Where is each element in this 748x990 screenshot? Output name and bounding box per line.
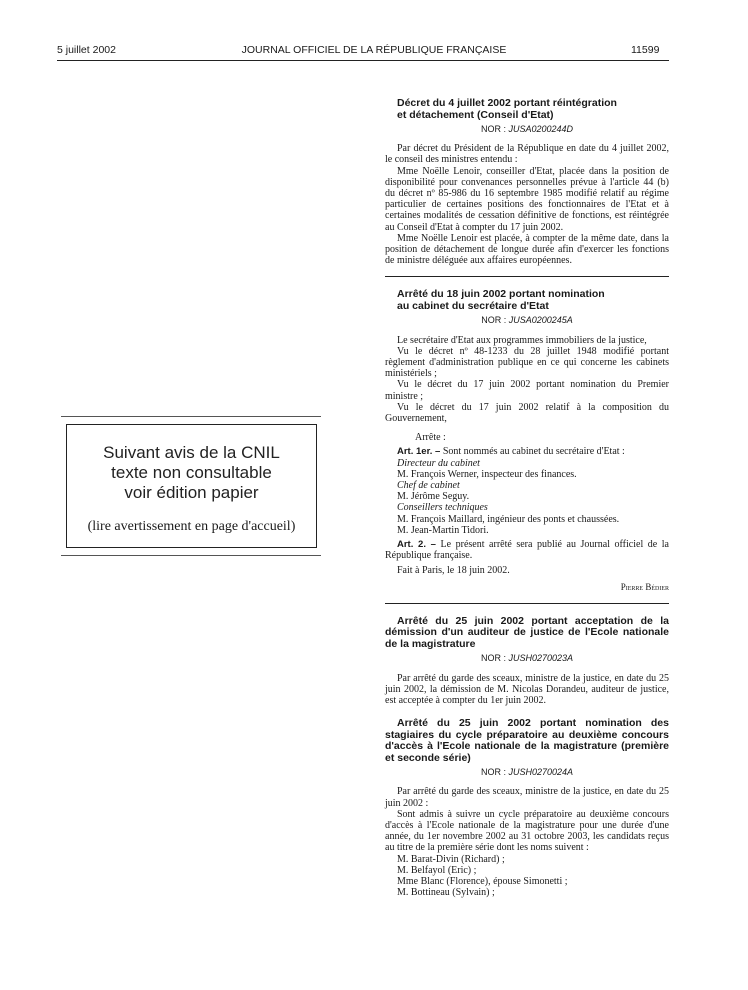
section1-para3: Mme Noëlle Lenoir est placée, à compter de la même date, dans la position de détachement de longue durée afin d'exercer les fonctions de ministre déléguée aux affaires européennes. bbox=[385, 232, 669, 267]
list-item: M. Barat-Divin (Richard) ; bbox=[397, 853, 505, 865]
section1-title-line2: et détachement (Conseil d'Etat) bbox=[397, 108, 554, 121]
article1-text: Sont nommés au cabinet du secrétaire d'Etat : bbox=[442, 446, 625, 458]
header-rule bbox=[57, 60, 669, 61]
header-date: 5 juillet 2002 bbox=[57, 44, 116, 56]
cnil-notice-line1: Suivant avis de la CNIL bbox=[103, 443, 280, 462]
section2-para3: Vu le décret du 17 juin 2002 portant nomination du Premier ministre ; bbox=[385, 379, 669, 402]
article2-text: Le présent arrêté sera publié au Journal officiel de la République française. bbox=[385, 539, 669, 562]
left-divider-top bbox=[61, 416, 321, 417]
header-page-number: 11599 bbox=[631, 44, 660, 56]
cnil-notice-link[interactable]: (lire avertissement en page d'accueil) bbox=[87, 519, 296, 534]
left-divider-bottom bbox=[61, 555, 321, 556]
section2-para1: Le secrétaire d'Etat aux programmes immobiliers de la justice, bbox=[397, 334, 647, 346]
section2-name4: M. Jean-Martin Tidori. bbox=[397, 524, 489, 536]
article1-label: Art. 1er. – bbox=[397, 446, 441, 458]
section2-heading-directeur: Directeur du cabinet bbox=[397, 457, 480, 469]
section4-title: Arrêté du 25 juin 2002 portant nomination des stagiaires du cycle préparatoire au deuxième concours d'accès à l'Ecole nationale de la magistrature (première et seconde série) bbox=[385, 717, 669, 764]
list-item: M. Belfayol (Eric) ; bbox=[397, 864, 477, 876]
section4-nor bbox=[385, 767, 669, 778]
nor-label: NOR : bbox=[481, 315, 507, 326]
section2-para2: Vu le décret nº 48-1233 du 28 juillet 1948 modifié portant règlement d'administration publique en ce qui concerne les cabinets ministériels ; bbox=[385, 345, 669, 380]
section1-para1: Par décret du Président de la République en date du 4 juillet 2002, le conseil des ministres entendu : bbox=[385, 143, 669, 166]
section2-arrete: Arrête : bbox=[415, 432, 446, 444]
section2-article1 bbox=[385, 446, 669, 457]
section3-title: Arrêté du 25 juin 2002 portant acceptation de la démission d'un auditeur de justice de l'Ecole nationale de la magistrature bbox=[385, 614, 669, 650]
section-separator bbox=[385, 276, 669, 277]
header-title: JOURNAL OFFICIEL DE LA RÉPUBLIQUE FRANÇAISE bbox=[241, 44, 507, 56]
section4-para2: Sont admis à suivre un cycle préparatoire au deuxième concours d'accès à l'Ecole nationale de la magistrature pour une durée d'une année, du 1er novembre 2002 au 31 octobre 2003, les candidats reçus au titre de la première série dont les noms suivent : bbox=[385, 808, 669, 854]
section2-fait: Fait à Paris, le 18 juin 2002. bbox=[397, 564, 510, 576]
section-arrete-cabinet bbox=[385, 289, 669, 592]
section2-para4: Vu le décret du 17 juin 2002 relatif à la composition du Gouvernement, bbox=[385, 401, 669, 425]
article2-label: Art. 2. – bbox=[397, 539, 436, 551]
section2-name1: M. François Werner, inspecteur des finances. bbox=[397, 468, 577, 480]
section2-nor bbox=[385, 315, 669, 326]
nor-code: JUSA0200244D bbox=[508, 124, 574, 134]
section4-para1: Par arrêté du garde des sceaux, ministre de la justice, en date du 25 juin 2002 : bbox=[385, 786, 669, 809]
section2-title-line2: au cabinet du secrétaire d'Etat bbox=[397, 299, 549, 312]
section-arrete-demission bbox=[385, 616, 669, 706]
nor-label: NOR : bbox=[480, 767, 506, 778]
cnil-notice-line3: voir édition papier bbox=[124, 483, 259, 502]
section-arrete-stagiaires bbox=[385, 718, 669, 898]
section2-name3: M. François Maillard, ingénieur des ponts et chaussées. bbox=[397, 513, 620, 525]
section1-title-line1: Décret du 4 juillet 2002 portant réintégration bbox=[397, 97, 617, 109]
nor-code: JUSA0200245A bbox=[508, 315, 573, 326]
section-decret-reintegration bbox=[385, 98, 669, 266]
section1-para2: Mme Noëlle Lenoir, conseiller d'Etat, placée dans la position de disponibilité pour convenances personnelles prévue à l'article 44 (b) du décret nº 85-986 du 16 septembre 1985 modifié relatif au régime particulier de certaines positions des fonctionnaires de l'Etat et à certaines modalités de cessation définitive de fonctions, est réintégrée au Conseil d'Etat à compter du 17 juin 2002. bbox=[385, 165, 669, 233]
section2-name2: M. Jérôme Seguy. bbox=[397, 491, 470, 503]
nor-code: JUSH0270024A bbox=[508, 767, 574, 778]
nor-label: NOR : bbox=[480, 124, 506, 134]
cnil-notice-box bbox=[66, 424, 317, 548]
list-item: M. Bottineau (Sylvain) ; bbox=[397, 887, 495, 899]
section2-heading-conseillers: Conseillers techniques bbox=[397, 502, 488, 514]
nor-label: NOR : bbox=[480, 653, 506, 664]
section1-nor bbox=[385, 124, 669, 135]
section2-article2 bbox=[385, 539, 669, 561]
nor-code: JUSH0270023A bbox=[508, 653, 574, 664]
section2-heading-chef: Chef de cabinet bbox=[397, 480, 460, 492]
section2-signature: Pierre Bédier bbox=[620, 581, 669, 592]
section3-para1: Par arrêté du garde des sceaux, ministre de la justice, en date du 25 juin 2002, la démission de M. Nicolas Dorandeu, auditeur de justice, est acceptée à compter du 1er juin 2002. bbox=[385, 672, 669, 707]
section3-nor bbox=[385, 653, 669, 664]
cnil-notice-line2: texte non consultable bbox=[111, 463, 272, 482]
right-column bbox=[385, 98, 669, 898]
list-item: Mme Blanc (Florence), épouse Simonetti ; bbox=[397, 876, 568, 888]
section2-title-line1: Arrêté du 18 juin 2002 portant nomination bbox=[397, 288, 605, 301]
section-separator bbox=[385, 603, 669, 604]
